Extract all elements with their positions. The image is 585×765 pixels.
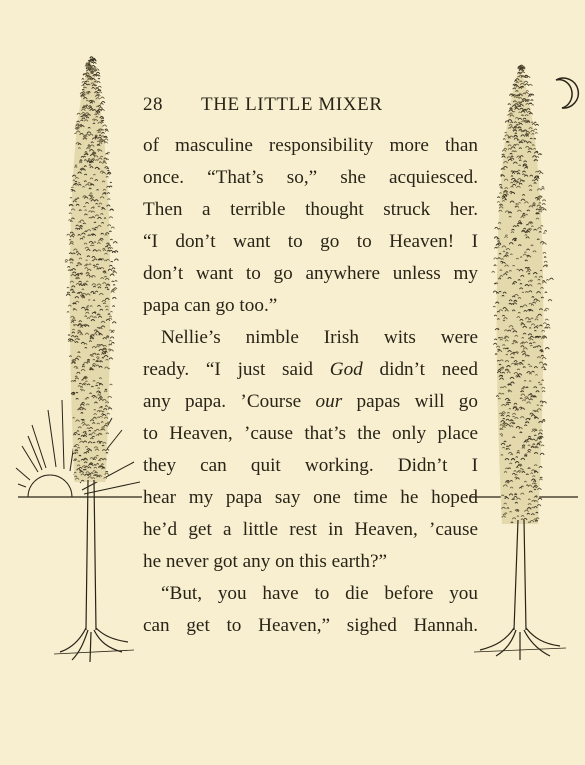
text-line: to Heaven, ’cause that’s the only place <box>143 423 478 444</box>
text-line: hear my papa say one time he hoped <box>143 487 478 508</box>
text-line: “I don’t want to go to Heaven! I <box>143 231 478 252</box>
text-line <box>143 390 478 414</box>
crescent-moon-icon <box>556 78 578 108</box>
text-line <box>143 358 478 382</box>
page-number: 28 <box>143 94 163 115</box>
text-line: can get to Heaven,” sighed Hannah. <box>143 615 478 636</box>
text-line: papa can go too.” <box>143 295 278 316</box>
text-line: he’d get a little rest in Heaven, ’cause <box>143 519 478 540</box>
text-run: any papa. ’Course <box>143 391 316 412</box>
text-line: “But, you have to die before you <box>161 583 478 604</box>
text-line: Then a terrible thought struck her. <box>143 199 478 220</box>
text-line: don’t want to go anywhere unless my <box>143 263 478 284</box>
text-line: Nellie’s nimble Irish wits were <box>161 327 478 348</box>
italic-word: God <box>329 359 363 380</box>
text-line: he never got any on this earth?” <box>143 551 388 572</box>
text-line: they can quit working. Didn’t I <box>143 455 478 476</box>
cypress-tree-left-icon <box>54 57 134 662</box>
text-run: ready. “I just said <box>143 359 330 380</box>
text-line: of masculine responsibility more than <box>143 135 478 156</box>
text-line: once. “That’s so,” she acquiesced. <box>143 167 478 188</box>
text-run: didn’t need <box>362 359 478 380</box>
cypress-tree-right-icon <box>474 65 566 660</box>
italic-word: our <box>315 391 343 412</box>
running-title: THE LITTLE MIXER <box>201 94 383 115</box>
text-run: papas will go <box>342 391 478 412</box>
running-header <box>143 94 478 120</box>
